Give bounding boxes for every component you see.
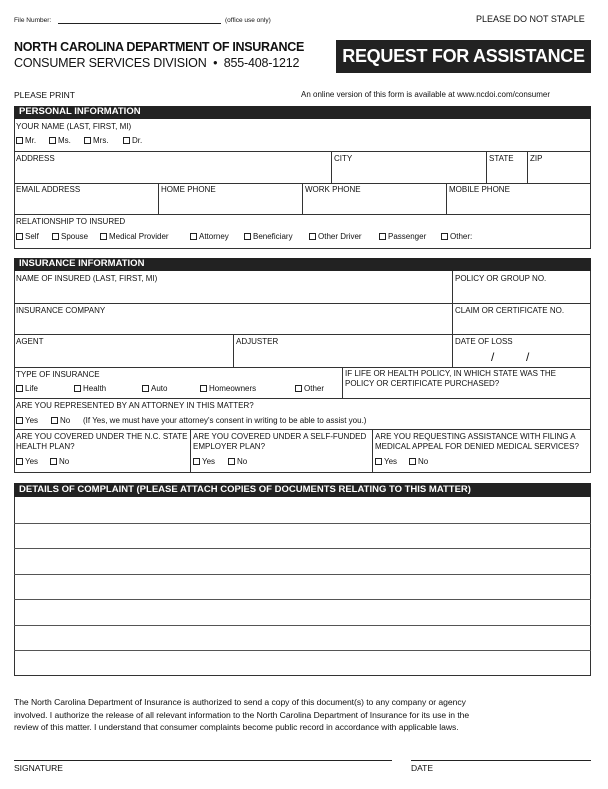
insured-name-field[interactable]: NAME OF INSURED (LAST, FIRST, MI) xyxy=(16,274,158,283)
date-line[interactable] xyxy=(411,760,591,761)
city-field[interactable]: CITY xyxy=(334,154,353,163)
complaint-writing-line[interactable] xyxy=(14,523,591,524)
please-print: PLEASE PRINT xyxy=(14,90,75,100)
complaint-details-header: DETAILS OF COMPLAINT (PLEASE ATTACH COPIES OF DOCUMENTS RELATING TO THIS MATTER) xyxy=(14,483,591,497)
date-slash: / xyxy=(491,350,495,364)
self-funded-question-cont: EMPLOYER PLAN? xyxy=(193,442,266,451)
insurance-information-header: INSURANCE INFORMATION xyxy=(14,258,591,271)
online-version-note: An online version of this form is available at www.ncdoi.com/consumer xyxy=(301,90,550,99)
authorization-line: involved. I authorize the release of all relevant information to the North Carolina Department of Insurance for its use in the xyxy=(14,709,470,720)
attorney-consent-note: (If Yes, we must have your attorney's consent in writing to be able to assist you.) xyxy=(83,416,367,425)
personal-information-header: PERSONAL INFORMATION xyxy=(14,106,591,119)
relationship-beneficiary-checkbox[interactable]: Beneficiary xyxy=(244,232,293,242)
relationship-other-checkbox[interactable]: Other: xyxy=(441,232,472,242)
state-field[interactable]: STATE xyxy=(489,154,514,163)
attorney-question: ARE YOU REPRESENTED BY AN ATTORNEY IN THIS MATTER? xyxy=(16,401,254,410)
type-life-checkbox[interactable]: Life xyxy=(16,384,38,394)
do-not-staple-note: PLEASE DO NOT STAPLE xyxy=(476,14,585,24)
medical-appeal-no-checkbox[interactable]: No xyxy=(409,457,428,467)
address-field[interactable]: ADDRESS xyxy=(16,154,55,163)
title-dr-checkbox[interactable]: Dr. xyxy=(123,136,142,146)
state-plan-no-checkbox[interactable]: No xyxy=(50,457,69,467)
your-name-label: YOUR NAME (LAST, FIRST, MI) xyxy=(16,122,132,131)
medical-appeal-question: ARE YOU REQUESTING ASSISTANCE WITH FILING A xyxy=(375,432,576,441)
form-title: REQUEST FOR ASSISTANCE xyxy=(336,40,591,73)
relationship-self-checkbox[interactable]: Self xyxy=(16,232,39,242)
adjuster-field[interactable]: ADJUSTER xyxy=(236,337,279,346)
complaint-writing-line[interactable] xyxy=(14,599,591,600)
complaint-writing-line[interactable] xyxy=(14,574,591,575)
email-field[interactable]: EMAIL ADDRESS xyxy=(16,185,81,194)
medical-appeal-question-cont: MEDICAL APPEAL FOR DENIED MEDICAL SERVICES? xyxy=(375,442,579,451)
insurance-company-field[interactable]: INSURANCE COMPANY xyxy=(16,306,106,315)
type-auto-checkbox[interactable]: Auto xyxy=(142,384,167,394)
date-label: DATE xyxy=(411,763,434,773)
signature-label: SIGNATURE xyxy=(14,763,63,773)
agency-name: NORTH CAROLINA DEPARTMENT OF INSURANCE xyxy=(14,40,304,54)
type-health-checkbox[interactable]: Health xyxy=(74,384,106,394)
office-use-note: (office use only) xyxy=(225,17,271,24)
self-funded-question: ARE YOU COVERED UNDER A SELF-FUNDED xyxy=(193,432,367,441)
authorization-statement xyxy=(14,696,469,734)
agent-field[interactable]: AGENT xyxy=(16,337,44,346)
relationship-other-driver-checkbox[interactable]: Other Driver xyxy=(309,232,362,242)
mobile-phone-field[interactable]: MOBILE PHONE xyxy=(449,185,510,194)
zip-field[interactable]: ZIP xyxy=(530,154,543,163)
relationship-label: RELATIONSHIP TO INSURED xyxy=(16,217,126,226)
date-slash: / xyxy=(526,350,530,364)
type-other-checkbox[interactable]: Other xyxy=(295,384,324,394)
type-of-insurance-label: TYPE OF INSURANCE xyxy=(16,370,100,379)
relationship-attorney-checkbox[interactable]: Attorney xyxy=(190,232,229,242)
authorization-line: The North Carolina Department of Insurance is authorized to send a copy of this document(s) to any company or agency xyxy=(14,697,466,707)
date-of-loss-field[interactable]: DATE OF LOSS xyxy=(455,337,513,346)
complaint-writing-line[interactable] xyxy=(14,548,591,549)
state-purchased-question: IF LIFE OR HEALTH POLICY, IN WHICH STATE WAS THE xyxy=(345,369,556,378)
attorney-no-checkbox[interactable]: No xyxy=(51,416,70,426)
signature-line[interactable] xyxy=(14,760,392,761)
attorney-yes-checkbox[interactable]: Yes xyxy=(16,416,38,426)
agency-division: CONSUMER SERVICES DIVISION • 855-408-1212 xyxy=(14,56,300,70)
file-number-line[interactable] xyxy=(58,23,221,24)
title-mrs-checkbox[interactable]: Mrs. xyxy=(84,136,109,146)
authorization-line: review of this matter. I understand that consumer complaints become public record in accordance with applicable laws. xyxy=(14,722,459,732)
self-funded-yes-checkbox[interactable]: Yes xyxy=(193,457,215,467)
relationship-spouse-checkbox[interactable]: Spouse xyxy=(52,232,88,242)
state-health-plan-question: ARE YOU COVERED UNDER THE N.C. STATE xyxy=(16,432,188,441)
title-ms-checkbox[interactable]: Ms. xyxy=(49,136,71,146)
title-mr-checkbox[interactable]: Mr. xyxy=(16,136,36,146)
complaint-writing-line[interactable] xyxy=(14,625,591,626)
relationship-medical-provider-checkbox[interactable]: Medical Provider xyxy=(100,232,169,242)
self-funded-no-checkbox[interactable]: No xyxy=(228,457,247,467)
state-plan-yes-checkbox[interactable]: Yes xyxy=(16,457,38,467)
policy-number-field[interactable]: POLICY OR GROUP NO. xyxy=(455,274,547,283)
work-phone-field[interactable]: WORK PHONE xyxy=(305,185,361,194)
home-phone-field[interactable]: HOME PHONE xyxy=(161,185,216,194)
type-homeowners-checkbox[interactable]: Homeowners xyxy=(200,384,256,394)
relationship-passenger-checkbox[interactable]: Passenger xyxy=(379,232,426,242)
medical-appeal-yes-checkbox[interactable]: Yes xyxy=(375,457,397,467)
state-health-plan-question-cont: HEALTH PLAN? xyxy=(16,442,75,451)
file-number-label: File Number: xyxy=(14,17,52,24)
complaint-writing-line[interactable] xyxy=(14,650,591,651)
state-purchased-question-cont: POLICY OR CERTIFICATE PURCHASED? xyxy=(345,379,500,388)
claim-number-field[interactable]: CLAIM OR CERTIFICATE NO. xyxy=(455,306,565,315)
